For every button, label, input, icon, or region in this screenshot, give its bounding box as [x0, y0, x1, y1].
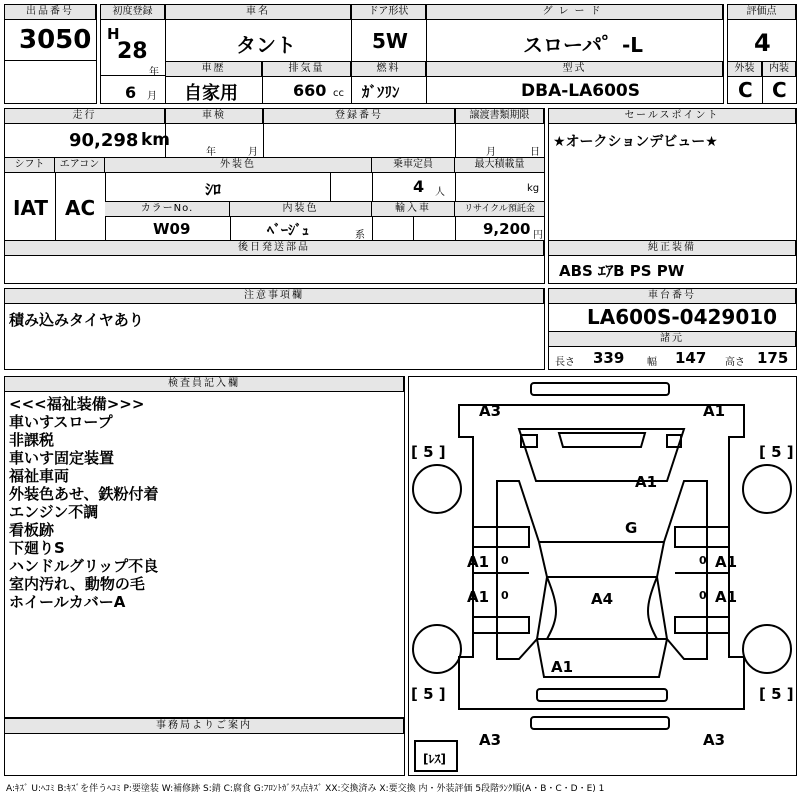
car-diagram-box — [408, 376, 797, 776]
int-color-value: ﾍﾞｰｼﾞｭ — [267, 223, 309, 239]
capacity-value: 4 — [413, 177, 425, 196]
mileage-value: 90,298 — [69, 130, 139, 151]
color-no-value: W09 — [153, 220, 191, 238]
mark-rear-left: A3 — [479, 731, 502, 749]
mark-right-front-door: A1 — [715, 553, 738, 571]
first-reg-box — [100, 4, 166, 104]
era-value: H — [107, 25, 120, 43]
office-header: 事務局よりご案内 — [5, 719, 404, 734]
genuine-equip-box — [548, 240, 797, 284]
int-color-header: 内装色 — [230, 202, 372, 217]
int-grade-header: 内装 — [763, 62, 796, 77]
dims-header: 諸元 — [549, 331, 796, 347]
mark-windshield: G — [625, 519, 638, 537]
spare-mark: [ﾚｽ] — [423, 752, 446, 766]
inspection-box — [165, 108, 264, 158]
mark-front-right: A1 — [703, 402, 726, 420]
car-name-box — [165, 4, 352, 62]
sales-point-header: セールスポイント — [549, 109, 796, 124]
lot-no-lower — [4, 60, 97, 104]
score-box — [727, 4, 797, 62]
legend: A:ｷｽﾞ U:ﾍｺﾐ B:ｷｽﾞを伴うﾍｺﾐ P:要塗装 W:補修跡 S:錆 C:腐食 G:ﾌﾛﾝﾄｶﾞﾗｽ点ｷｽﾞ XX:交換済み X:要交換 内・外装評価 5段階ﾗﾝｸ順(A・B・C・D・E) 1 — [6, 784, 605, 794]
mark-hood: A1 — [635, 473, 658, 491]
ext-grade-header: 外装 — [728, 62, 762, 77]
chassis-box — [548, 288, 797, 370]
mileage-unit: km — [141, 130, 171, 150]
history-value: 自家用 — [184, 83, 238, 104]
month-value: 6 — [125, 83, 137, 102]
notes-box — [4, 288, 545, 370]
mirror-mark: 0 — [699, 554, 707, 567]
inspector-line: 下廻りS — [9, 539, 65, 557]
inspector-line: <<<福祉装備>>> — [9, 395, 145, 413]
length-value: 339 — [593, 349, 625, 367]
reg-no-header: 登録番号 — [264, 109, 455, 124]
grade-header: グレード — [427, 5, 723, 20]
lot-no-box — [4, 4, 97, 61]
inspector-box — [4, 376, 405, 718]
mark-left-rear-door: A1 — [467, 588, 490, 606]
model-code-value: DBA-LA600S — [521, 81, 640, 101]
mark-left-front-door: A1 — [467, 553, 490, 571]
mark-back-door: A1 — [551, 658, 574, 676]
spec-block — [4, 157, 545, 241]
mirror-mark: 0 — [501, 554, 509, 567]
inspector-line: 外装色あせ、鉄粉付着 — [9, 485, 159, 503]
displacement-value: 660 — [293, 81, 327, 100]
car-name-value: タント — [236, 33, 296, 57]
genuine-equip-header: 純正装備 — [549, 241, 796, 256]
later-parts-box — [4, 240, 545, 284]
import-header: 輸入車 — [372, 202, 455, 217]
aircon-header: エアコン — [55, 158, 105, 173]
inspector-line: 看板跡 — [9, 521, 55, 539]
ext-grade-box — [727, 61, 763, 104]
mirror-mark: 0 — [699, 589, 707, 602]
sales-point-value: ★オークションデビュー★ — [553, 134, 718, 150]
inspection-month-unit: 月 — [248, 147, 258, 158]
capacity-header: 乗車定員 — [372, 158, 455, 173]
notes-header: 注意事項欄 — [5, 289, 544, 304]
displacement-box — [262, 61, 352, 104]
width-label: 幅 — [647, 357, 657, 368]
later-parts-header: 後日発送部品 — [5, 241, 544, 256]
history-header: 車歴 — [166, 62, 262, 77]
transfer-box — [455, 108, 545, 158]
sales-point-box — [548, 108, 797, 256]
inspector-line: 車いすスロープ — [9, 413, 113, 431]
transfer-day-unit: 日 — [530, 147, 540, 158]
inspector-lines — [9, 395, 159, 611]
grade-value: スローパ゜-L — [523, 33, 644, 57]
notes-value: 積み込みタイヤあり — [9, 311, 144, 329]
ext-color-value: ｼﾛ — [205, 180, 222, 199]
recycle-header: リサイクル預託金 — [455, 202, 544, 217]
int-grade-value: C — [772, 78, 787, 102]
recycle-value: 9,200 — [483, 220, 531, 238]
chassis-header: 車台番号 — [549, 289, 796, 304]
inspection-header: 車検 — [166, 109, 263, 124]
inspector-header: 検査員記入欄 — [5, 377, 404, 392]
aircon-value: AC — [65, 196, 96, 220]
lot-no-header: 出品番号 — [5, 5, 96, 20]
reg-no-box — [263, 108, 456, 158]
inspector-line: 非課税 — [9, 431, 55, 449]
inspector-line: 室内汚れ、動物の毛 — [9, 575, 145, 593]
shift-header: シフト — [5, 158, 55, 173]
tire-mark-rear-left: [ 5 ] — [411, 685, 446, 703]
length-label: 長さ — [555, 357, 575, 368]
history-box — [165, 61, 263, 104]
model-code-box — [426, 61, 724, 104]
displacement-unit: cc — [333, 88, 344, 99]
genuine-equip-value: ABS ｴｱB PS PW — [559, 262, 685, 280]
first-reg-header: 初度登録 — [101, 5, 165, 20]
transfer-month-unit: 月 — [486, 147, 496, 158]
inspector-line: ハンドルグリップ不良 — [9, 557, 159, 575]
grade-box — [426, 4, 724, 62]
mileage-header: 走行 — [5, 109, 165, 124]
office-box — [4, 718, 405, 776]
inspector-line: エンジン不調 — [9, 503, 99, 521]
mileage-box — [4, 108, 171, 158]
fuel-header: 燃料 — [352, 62, 426, 77]
ext-color-header: 外装色 — [105, 158, 372, 173]
model-code-header: 型式 — [427, 62, 723, 77]
score-header: 評価点 — [728, 5, 796, 20]
year-value: 28 — [117, 39, 148, 64]
fuel-value: ｶﾞｿﾘﾝ — [362, 83, 400, 101]
car-diagram — [409, 377, 796, 775]
car-name-header: 車名 — [166, 5, 351, 20]
recycle-unit: 円 — [533, 230, 543, 241]
fuel-box — [351, 61, 427, 104]
mirror-mark: 0 — [501, 589, 509, 602]
mark-front-left: A3 — [479, 402, 502, 420]
color-no-header: カラーNo. — [105, 202, 230, 217]
tire-mark-front-left: [ 5 ] — [411, 443, 446, 461]
displacement-header: 排気量 — [263, 62, 351, 77]
transfer-header: 譲渡書類期限 — [456, 109, 544, 124]
ext-grade-value: C — [738, 78, 753, 102]
mark-rear-right: A3 — [703, 731, 726, 749]
tire-mark-front-right: [ 5 ] — [759, 443, 794, 461]
mark-right-rear-door: A1 — [715, 588, 738, 606]
width-value: 147 — [675, 349, 707, 367]
height-value: 175 — [757, 349, 789, 367]
year-unit: 年 — [149, 67, 159, 78]
mark-roof: A4 — [591, 590, 614, 608]
month-unit: 月 — [147, 91, 157, 102]
int-grade-box — [762, 61, 797, 104]
door-header: ドア形状 — [352, 5, 426, 20]
door-value: 5W — [372, 29, 408, 53]
inspector-line: ホイールカバーA — [9, 593, 126, 611]
inspector-line: 車いす固定装置 — [9, 449, 115, 467]
score-value: 4 — [754, 29, 771, 57]
max-load-header: 最大積載量 — [455, 158, 544, 173]
door-box — [351, 4, 427, 62]
shift-value: IAT — [13, 196, 49, 220]
int-color-suffix: 系 — [355, 230, 365, 241]
height-label: 高さ — [725, 357, 745, 368]
capacity-unit: 人 — [435, 187, 445, 198]
chassis-value: LA600S-0429010 — [587, 305, 778, 329]
lot-no-value: 3050 — [19, 25, 92, 55]
max-load-unit: kg — [527, 183, 540, 194]
inspector-line: 福祉車両 — [9, 467, 70, 485]
tire-mark-rear-right: [ 5 ] — [759, 685, 794, 703]
inspection-year-unit: 年 — [206, 147, 216, 158]
